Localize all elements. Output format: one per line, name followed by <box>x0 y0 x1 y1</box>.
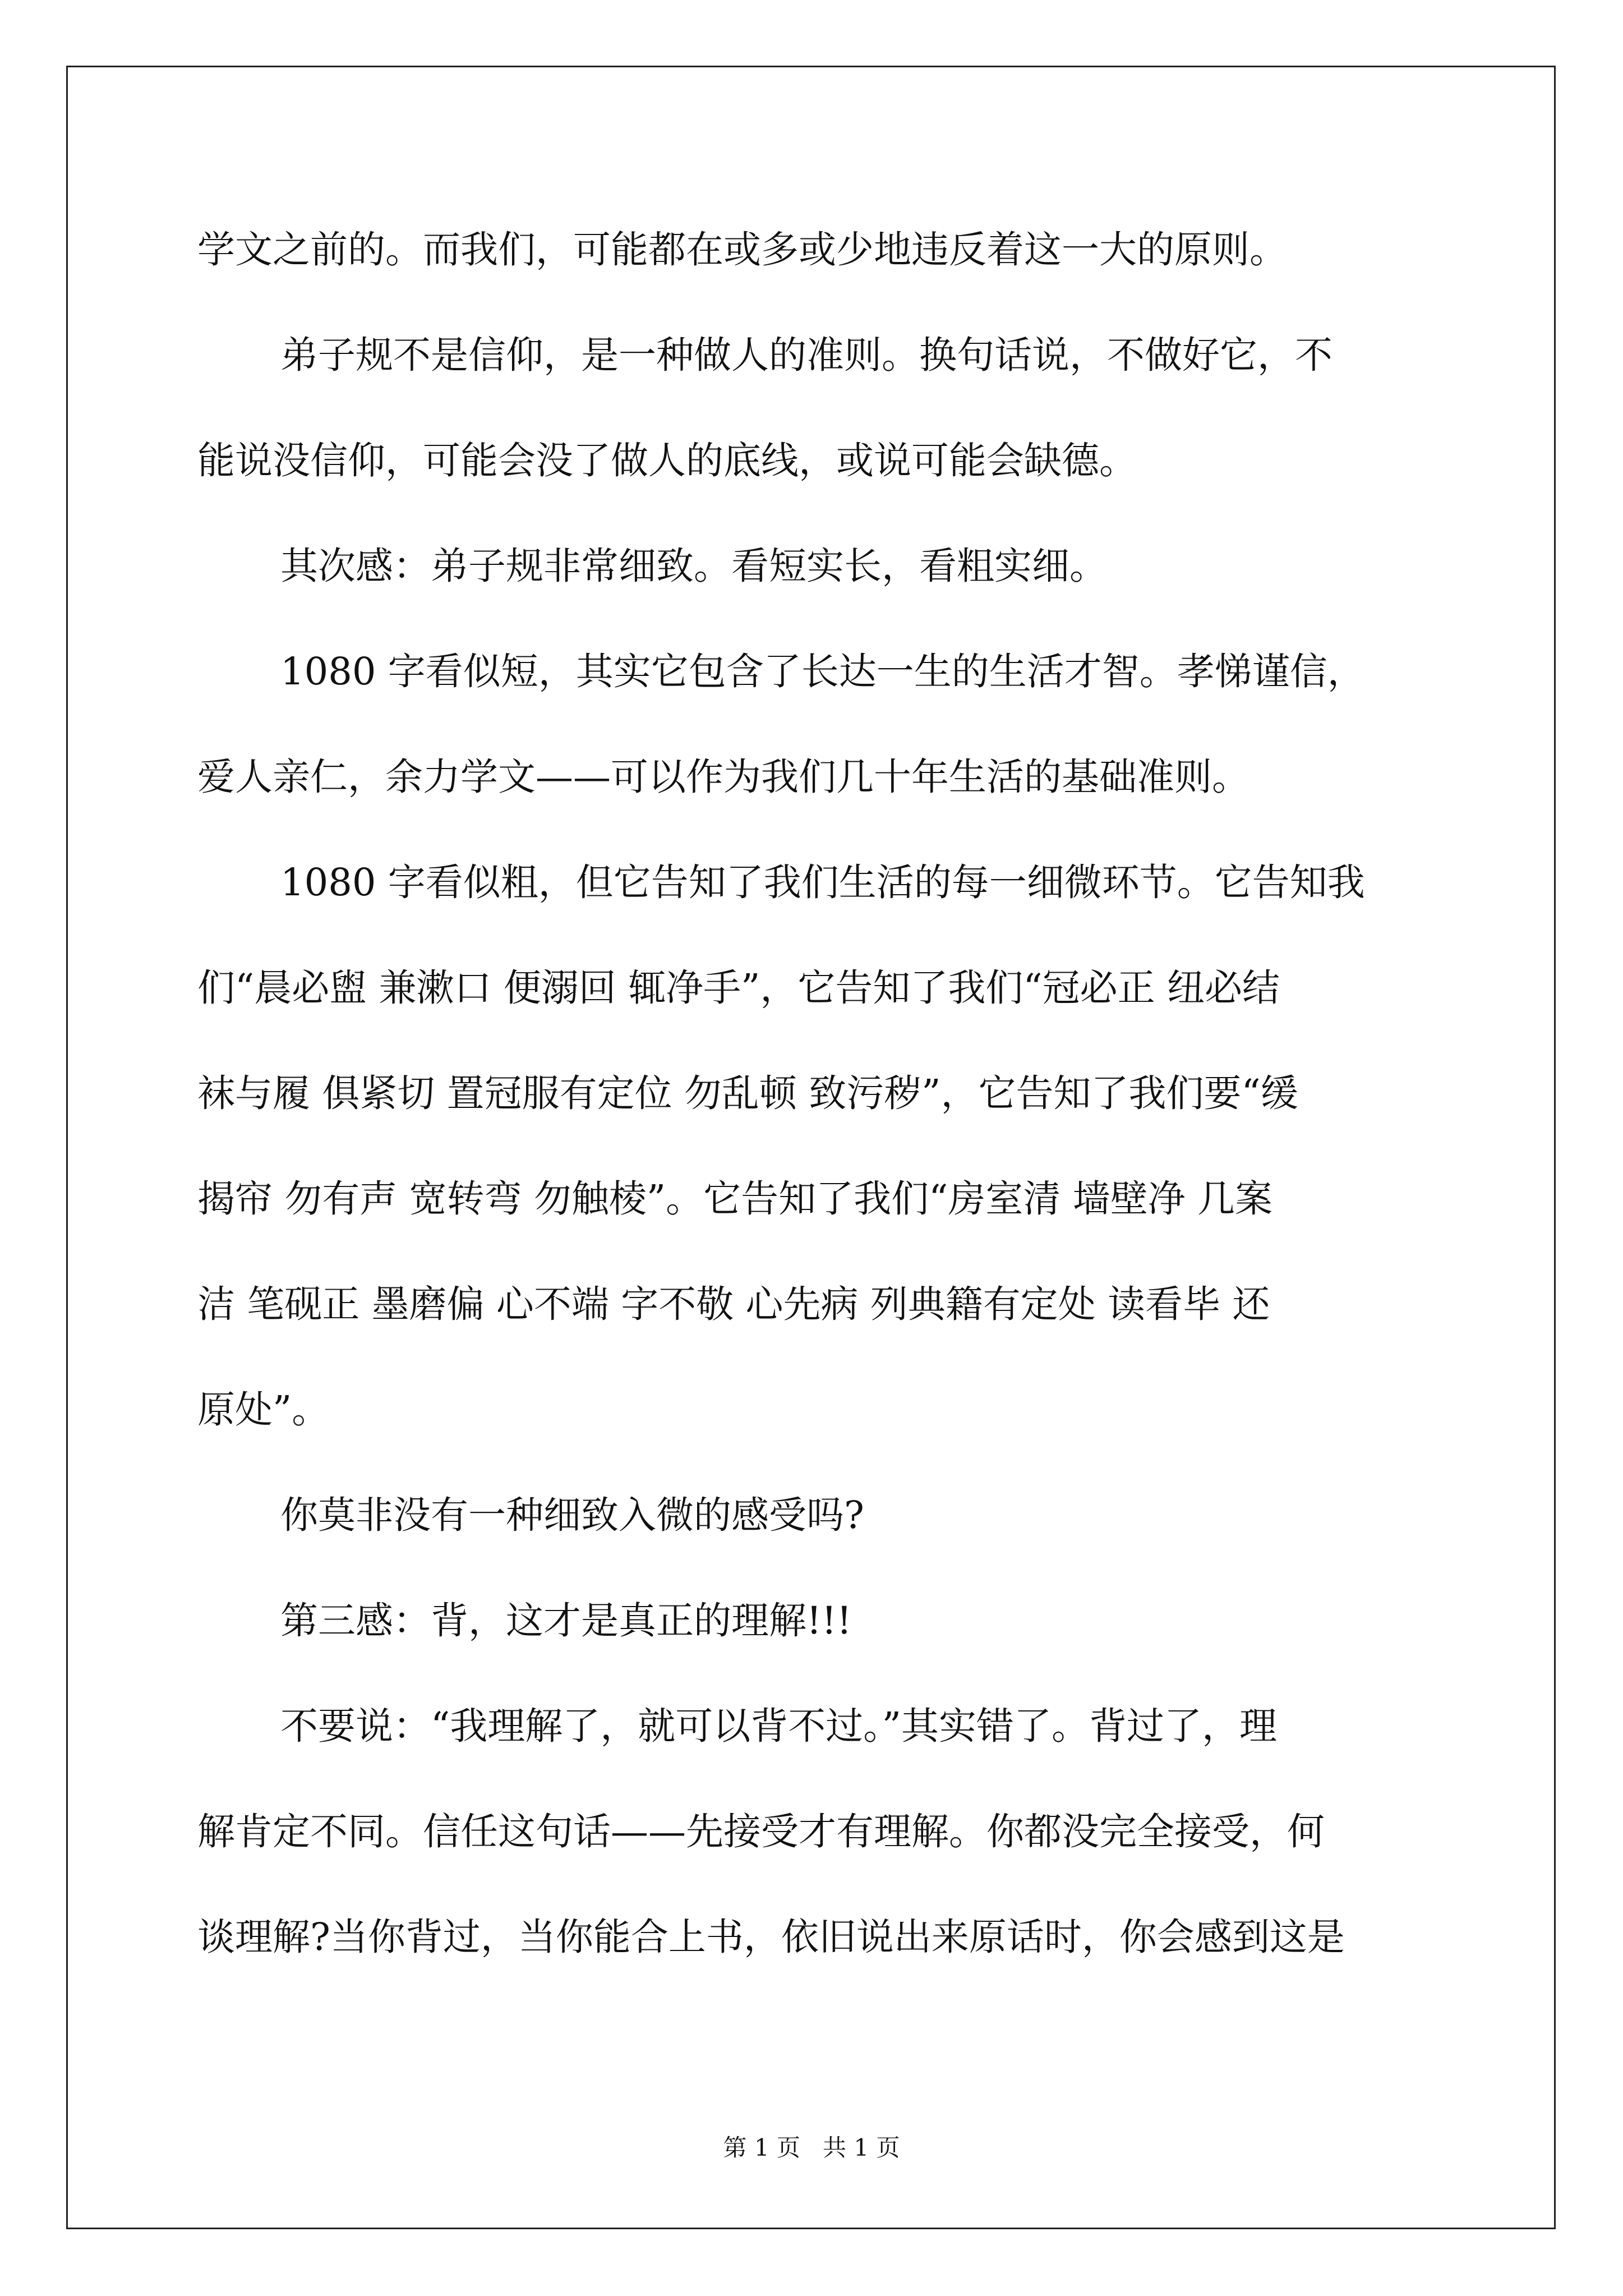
text-line: 谈理解?当你背过，当你能合上书，依旧说出来原话时，你会感到这是 <box>197 1915 1345 1959</box>
text-line: 爱人亲仁，余力学文——可以作为我们几十年生活的基础准则。 <box>197 755 1249 799</box>
page-border <box>66 66 1556 2229</box>
text-line: 你莫非没有一种细致入微的感受吗? <box>280 1493 864 1537</box>
text-line: 不要说：“我理解了，就可以背不过。”其实错了。背过了，理 <box>280 1704 1278 1748</box>
text-line: 袜与履 俱紧切 置冠服有定位 勿乱顿 致污秽”，它告知了我们要“缓 <box>197 1071 1298 1115</box>
text-line: 能说没信仰，可能会没了做人的底线，或说可能会缺德。 <box>197 439 1137 482</box>
text-line: 们“晨必盥 兼漱口 便溺回 辄净手”，它告知了我们“冠必正 纽必结 <box>197 966 1280 1010</box>
text-line: 洁 笔砚正 墨磨偏 心不端 字不敬 心先病 列典籍有定处 读看毕 还 <box>197 1282 1270 1326</box>
text-line: 解肯定不同。信任这句话——先接受才有理解。你都没完全接受，何 <box>197 1810 1325 1853</box>
text-line: 原处”。 <box>197 1388 330 1432</box>
text-line: 1080 字看似粗，但它告知了我们生活的每一细微环节。它告知我 <box>280 861 1365 904</box>
text-line: 弟子规不是信仰，是一种做人的准则。换句话说，不做好它，不 <box>280 333 1332 377</box>
page-footer: 第 1 页 共 1 页 <box>723 2134 900 2161</box>
text-line: 揭帘 勿有声 宽转弯 勿触棱”。它告知了我们“房室清 墙壁净 几案 <box>197 1177 1272 1221</box>
text-line: 其次感：弟子规非常细致。看短实长，看粗实细。 <box>280 544 1107 588</box>
text-line: 1080 字看似短，其实它包含了长达一生的生活才智。孝悌谨信， <box>280 650 1365 693</box>
text-line: 第三感：背，这才是真正的理解!!! <box>280 1599 852 1642</box>
text-line: 学文之前的。而我们，可能都在或多或少地违反着这一大的原则。 <box>197 228 1287 272</box>
